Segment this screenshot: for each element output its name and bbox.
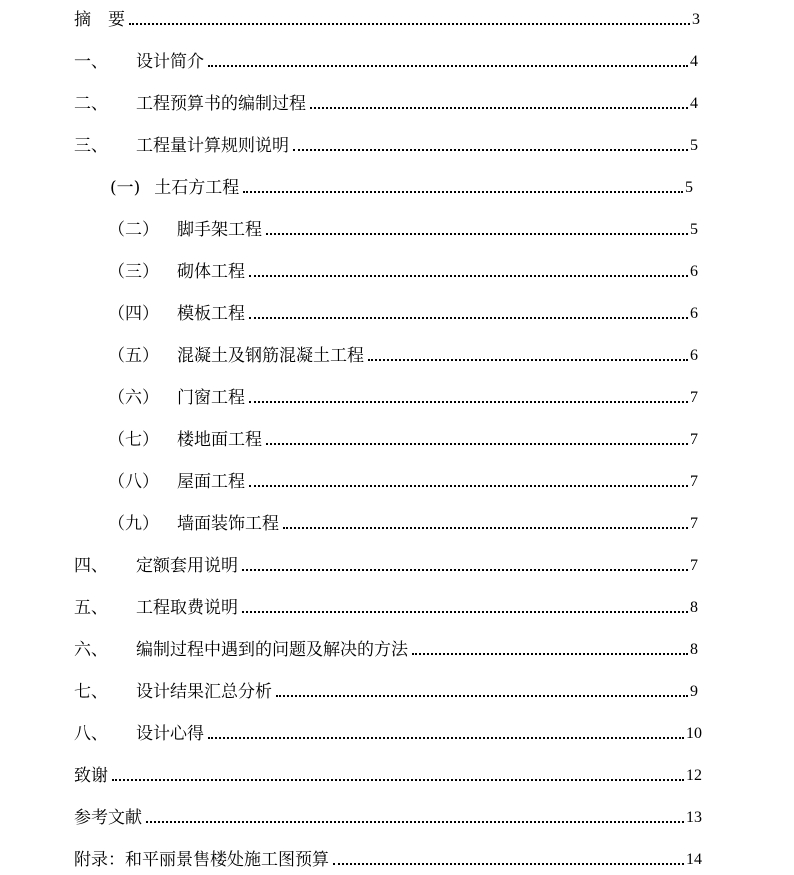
toc-entry-number: （四） xyxy=(108,304,159,324)
toc-entry-page: 7 xyxy=(690,431,698,448)
toc-entry-label xyxy=(74,806,142,830)
toc-entry-title: 编制过程中遇到的问题及解决的方法 xyxy=(136,640,408,660)
toc-entry-number: （五） xyxy=(108,346,159,366)
toc-entry[interactable] xyxy=(0,848,794,872)
toc-entry-page: 5 xyxy=(690,137,698,154)
toc-entry-title: 砌体工程 xyxy=(177,262,245,282)
toc-entry-number: （六） xyxy=(108,388,159,408)
toc-dot-leader xyxy=(368,359,688,361)
toc-entry[interactable] xyxy=(0,134,794,158)
toc-entry-label xyxy=(108,302,245,326)
toc-entry-title: 工程预算书的编制过程 xyxy=(136,94,306,114)
toc-entry-page: 7 xyxy=(690,557,698,574)
toc-entry-label xyxy=(108,428,262,452)
toc-entry-page: 10 xyxy=(686,725,702,742)
toc-entry-label xyxy=(74,134,289,158)
toc-entry-label xyxy=(74,596,238,620)
toc-entry-label xyxy=(74,764,108,788)
toc-entry-page: 6 xyxy=(690,347,698,364)
toc-entry-number: （九） xyxy=(108,514,159,534)
toc-entry-number: （二） xyxy=(108,220,159,240)
toc-entry-title: 模板工程 xyxy=(177,304,245,324)
toc-entry[interactable] xyxy=(0,680,794,704)
toc-entry[interactable] xyxy=(0,512,794,536)
toc-entry-title: 设计结果汇总分析 xyxy=(136,682,272,702)
toc-dot-leader xyxy=(242,611,688,613)
toc-entry-number: （八） xyxy=(108,472,159,492)
toc-entry[interactable] xyxy=(0,806,794,830)
toc-entry-title: 工程量计算规则说明 xyxy=(136,136,289,156)
toc-entry-title: 楼地面工程 xyxy=(177,430,262,450)
toc-entry[interactable] xyxy=(0,596,794,620)
toc-dot-leader xyxy=(266,233,688,235)
toc-entry[interactable] xyxy=(0,554,794,578)
toc-entry-page: 8 xyxy=(690,599,698,616)
toc-entry-label xyxy=(110,176,239,200)
toc-entry-title: 致谢 xyxy=(74,766,108,786)
toc-entry[interactable] xyxy=(0,8,794,32)
toc-entry-title: 土石方工程 xyxy=(154,178,240,198)
toc-entry-title: 门窗工程 xyxy=(177,388,245,408)
toc-dot-leader xyxy=(208,65,688,67)
toc-entry-page: 7 xyxy=(690,473,698,490)
toc-dot-leader xyxy=(249,485,688,487)
toc-dot-leader xyxy=(249,275,688,277)
toc-entry-page: 7 xyxy=(690,515,698,532)
toc-entry-page: 12 xyxy=(686,767,702,784)
toc-entry[interactable] xyxy=(0,218,794,242)
toc-entry[interactable] xyxy=(0,764,794,788)
toc-entry-label xyxy=(74,8,125,32)
toc-entry-label xyxy=(108,344,364,368)
toc-entry-page: 3 xyxy=(692,11,700,28)
toc-dot-leader xyxy=(112,779,684,781)
toc-entry[interactable] xyxy=(0,638,794,662)
toc-entry-label xyxy=(108,218,262,242)
toc-entry-title: 混凝土及钢筋混凝土工程 xyxy=(177,346,364,366)
toc-entry-number: （七） xyxy=(108,430,159,450)
toc-entry-label xyxy=(74,680,272,704)
toc-entry-page: 9 xyxy=(690,683,698,700)
toc-dot-leader xyxy=(249,317,688,319)
toc-entry[interactable] xyxy=(0,722,794,746)
toc-entry-title: 墙面装饰工程 xyxy=(177,514,279,534)
toc-entry-page: 4 xyxy=(690,95,698,112)
toc-entry-title: 定额套用说明 xyxy=(136,556,238,576)
toc-entry[interactable] xyxy=(0,50,794,74)
toc-dot-leader xyxy=(129,23,690,25)
toc-dot-leader xyxy=(146,821,684,823)
toc-entry-label xyxy=(74,638,408,662)
toc-entry[interactable] xyxy=(0,386,794,410)
toc-entry-page: 5 xyxy=(690,221,698,238)
toc-entry-number: 五、 xyxy=(74,598,108,618)
toc-dot-leader xyxy=(249,401,688,403)
toc-entry-page: 7 xyxy=(690,389,698,406)
toc-entry-page: 4 xyxy=(690,53,698,70)
toc-entry-number: 摘 要 xyxy=(74,10,125,30)
toc-entry-title: 设计心得 xyxy=(136,724,204,744)
toc-entry-number: (一) xyxy=(110,178,141,198)
toc-entry-label xyxy=(74,848,329,872)
toc-entry-number: 七、 xyxy=(74,682,108,702)
toc-entry-label xyxy=(74,50,204,74)
toc-entry-title: 附录：和平丽景售楼处施工图预算 xyxy=(74,850,329,870)
toc-entry-page: 6 xyxy=(690,263,698,280)
toc-entry-page: 8 xyxy=(690,641,698,658)
toc-entry[interactable] xyxy=(0,260,794,284)
toc-entry-label xyxy=(108,260,245,284)
toc-entry[interactable] xyxy=(0,176,794,200)
toc-dot-leader xyxy=(266,443,688,445)
toc-entry-number: 八、 xyxy=(74,724,108,744)
toc-entry-number: 四、 xyxy=(74,556,108,576)
toc-entry-number: 六、 xyxy=(74,640,108,660)
toc-dot-leader xyxy=(293,149,688,151)
toc-entry-title: 设计简介 xyxy=(136,52,204,72)
toc-dot-leader xyxy=(310,107,688,109)
toc-entry-page: 14 xyxy=(686,851,702,868)
toc-entry-label xyxy=(108,512,279,536)
toc-entry-title: 参考文献 xyxy=(74,808,142,828)
toc-entry-number: 三、 xyxy=(74,136,108,156)
toc-entry-label xyxy=(74,722,204,746)
toc-entry[interactable] xyxy=(0,344,794,368)
toc-entry-number: 二、 xyxy=(74,94,108,114)
toc-entry-label xyxy=(74,554,238,578)
toc-entry-number: （三） xyxy=(108,262,159,282)
toc-entry-title: 屋面工程 xyxy=(177,472,245,492)
toc-entry-page: 13 xyxy=(686,809,702,826)
toc-entry[interactable] xyxy=(0,428,794,452)
toc-entry-label xyxy=(108,470,245,494)
toc-dot-leader xyxy=(283,527,688,529)
toc-entry-title: 工程取费说明 xyxy=(136,598,238,618)
toc-entry-page: 6 xyxy=(690,305,698,322)
toc-entry-title: 脚手架工程 xyxy=(177,220,262,240)
toc-entry[interactable] xyxy=(0,92,794,116)
toc-entry[interactable] xyxy=(0,470,794,494)
toc-entry[interactable] xyxy=(0,302,794,326)
toc-dot-leader xyxy=(412,653,688,655)
toc-dot-leader xyxy=(276,695,688,697)
toc-entry-label xyxy=(74,92,306,116)
toc-dot-leader xyxy=(242,569,688,571)
toc-dot-leader xyxy=(243,191,683,193)
toc-dot-leader xyxy=(208,737,684,739)
toc-dot-leader xyxy=(333,863,684,865)
toc-entry-number: 一、 xyxy=(74,52,108,72)
toc-entry-label xyxy=(108,386,245,410)
toc-entry-page: 5 xyxy=(685,179,693,196)
